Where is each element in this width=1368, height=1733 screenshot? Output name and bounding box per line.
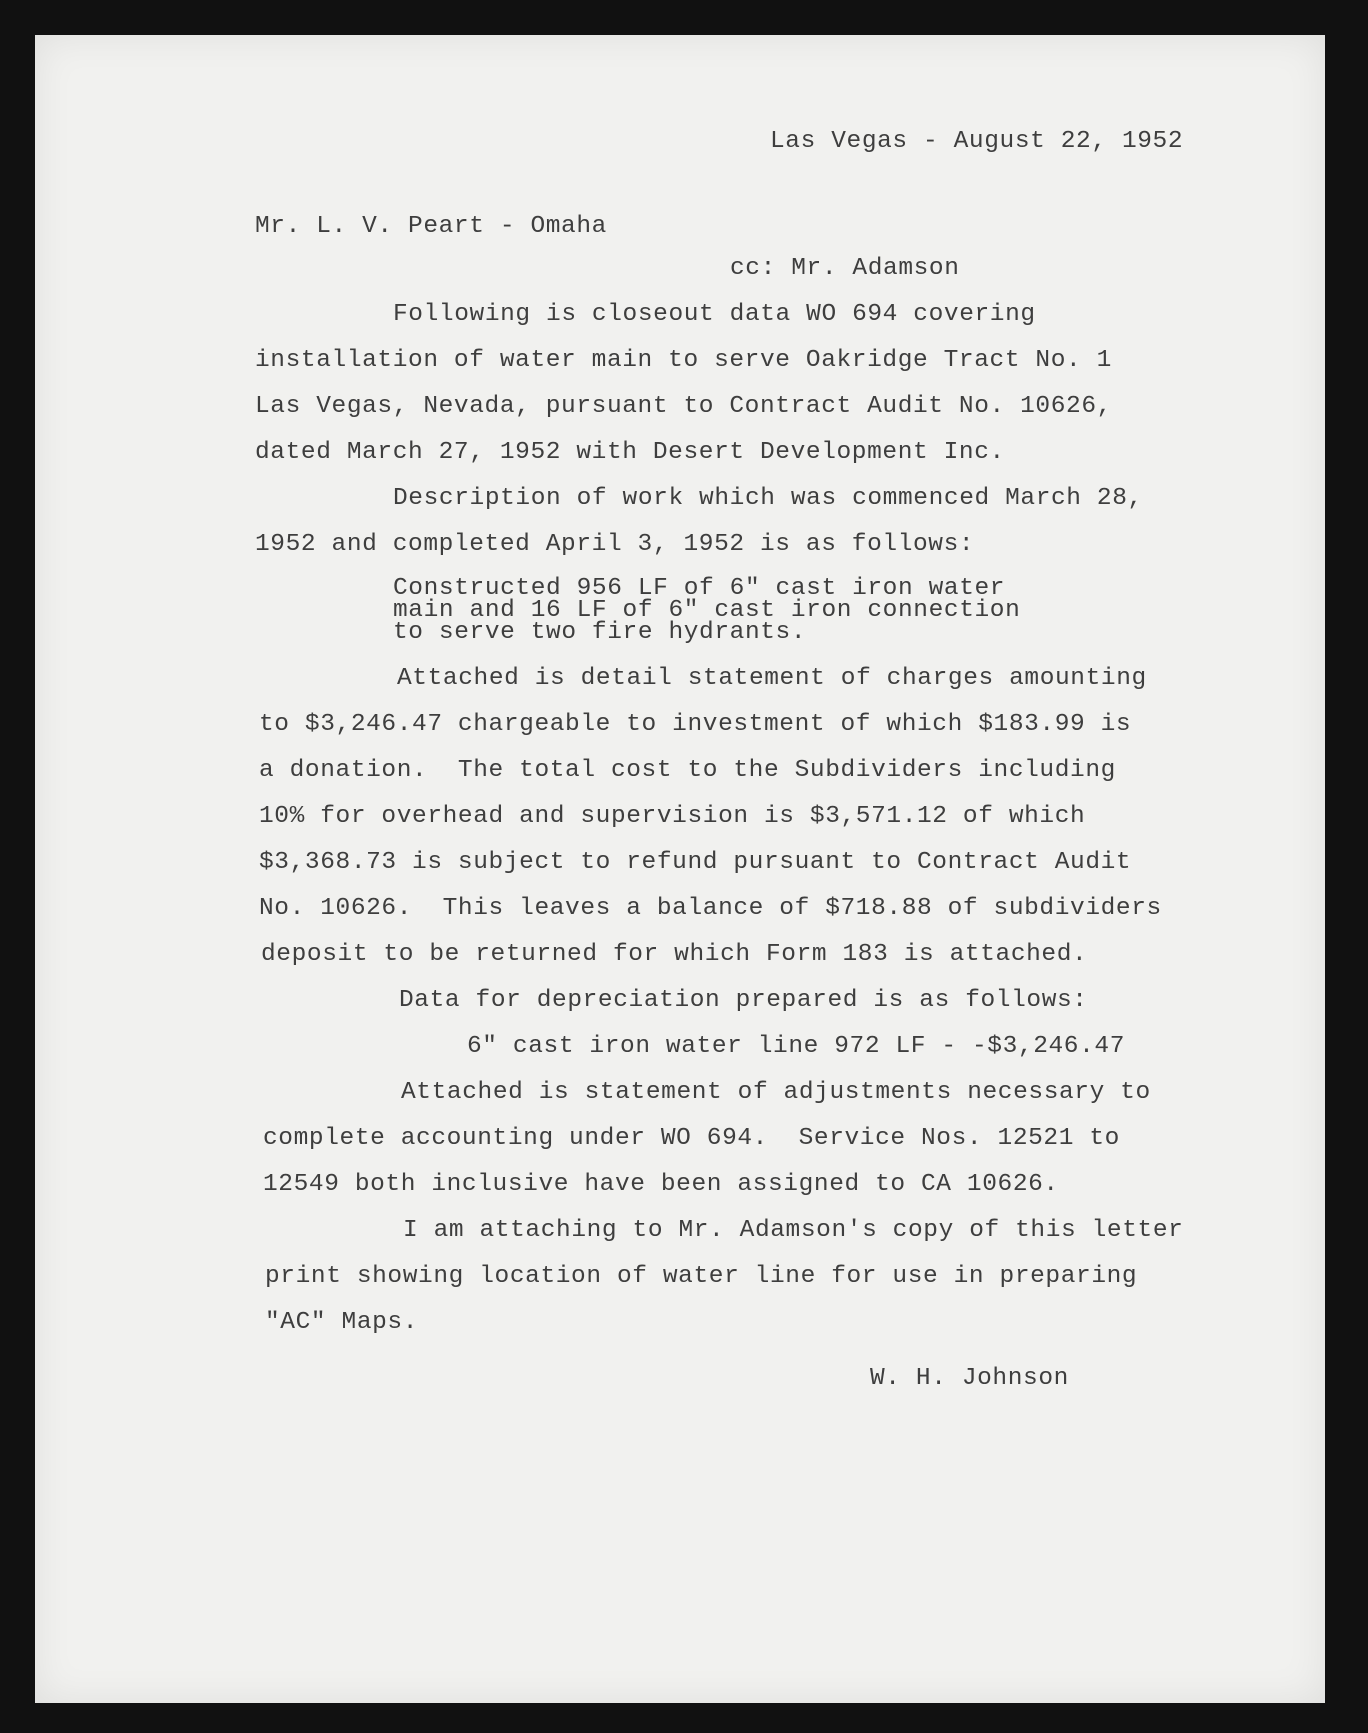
paragraph-line: complete accounting under WO 694. Service Nos. 12521 to <box>263 1125 1120 1152</box>
work-description-line: Constructed 956 LF of 6" cast iron water <box>393 575 1006 602</box>
paragraph-line: Attached is statement of adjustments necessary to <box>401 1079 1151 1106</box>
paragraph-line: Following is closeout data WO 694 covering <box>393 301 1036 328</box>
cc-line: cc: Mr. Adamson <box>730 255 960 282</box>
signature: W. H. Johnson <box>870 1365 1069 1392</box>
paragraph-line: 10% for overhead and supervision is $3,571.12 of which <box>259 803 1086 830</box>
paragraph-line: Attached is detail statement of charges amounting <box>397 665 1147 692</box>
paragraph-line: Description of work which was commenced March 28, <box>393 485 1143 512</box>
work-description-line: main and 16 LF of 6" cast iron connection <box>393 597 1021 624</box>
dateline: Las Vegas - August 22, 1952 <box>770 128 1184 155</box>
paragraph-line: print showing location of water line for use in preparing <box>265 1263 1138 1290</box>
paragraph-line: Las Vegas, Nevada, pursuant to Contract Audit No. 10626, <box>255 393 1112 420</box>
paragraph-line: I am attaching to Mr. Adamson's copy of this letter <box>403 1217 1184 1244</box>
paragraph-line: 1952 and completed April 3, 1952 is as follows: <box>255 531 975 558</box>
paragraph-line: installation of water main to serve Oakridge Tract No. 1 <box>255 347 1112 374</box>
paragraph-line: deposit to be returned for which Form 183 is attached. <box>261 941 1088 968</box>
paragraph-line: a donation. The total cost to the Subdividers including <box>259 757 1116 784</box>
paragraph-line: 12549 both inclusive have been assigned to CA 10626. <box>263 1171 1059 1198</box>
addressee: Mr. L. V. Peart - Omaha <box>255 213 607 240</box>
paragraph-line: to $3,246.47 chargeable to investment of which $183.99 is <box>259 711 1132 738</box>
paragraph-line: No. 10626. This leaves a balance of $718.88 of subdividers <box>259 895 1162 922</box>
paragraph-line: Data for depreciation prepared is as follows: <box>399 987 1088 1014</box>
paragraph-line: $3,368.73 is subject to refund pursuant to Contract Audit <box>259 849 1132 876</box>
paragraph-line: dated March 27, 1952 with Desert Development Inc. <box>255 439 1005 466</box>
letter-page <box>35 35 1325 1703</box>
depreciation-line: 6" cast iron water line 972 LF - -$3,246.47 <box>467 1033 1126 1060</box>
work-description-line: to serve two fire hydrants. <box>393 619 807 646</box>
paragraph-line: "AC" Maps. <box>265 1309 419 1336</box>
